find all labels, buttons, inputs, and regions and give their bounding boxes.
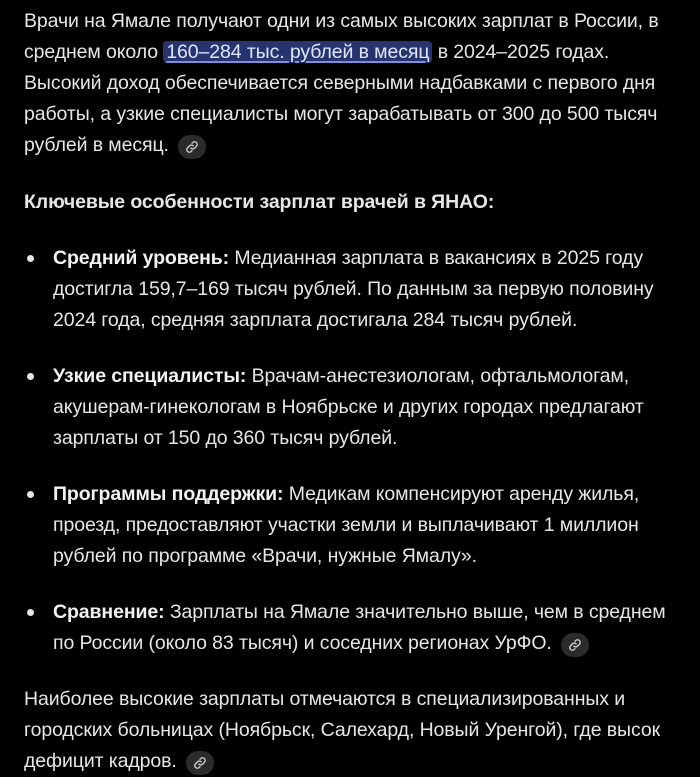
link-icon (568, 638, 582, 652)
list-item-text: Медикам компенсируют аренду жилья, проезд, предоставляют участки земли и выплачивают 1 миллион рублей по программе «Врачи, нужные Ямалу». (53, 483, 640, 567)
section-heading: Ключевые особенности зарплат врачей в ЯНАО: (24, 191, 495, 213)
list-item-label: Средний уровень: (53, 247, 230, 269)
intro-paragraph (24, 6, 684, 161)
list-item-text: Врачам-анестезиологам, офтальмологам, акушерам-гинекологам в Ноябрьске и других городах предлагают зарплаты от 150 до 360 тысяч рублей. (53, 365, 644, 449)
intro-text-before: Врачи на Ямале получают одни из самых высоких зарплат в России, в среднем около (24, 10, 659, 63)
list-item-label: Узкие специалисты: (53, 365, 247, 387)
intro-text-after: в 2024–2025 годах. Высокий доход обеспечивается северными надбавками с первого дня работы, а узкие специалисты могут зарабатывать от 300 до 500 тысяч рублей в месяц. (24, 41, 658, 156)
highlighted-salary-range[interactable]: 160–284 тыс. рублей в месяц (163, 41, 432, 63)
bullet-dot (27, 373, 34, 380)
features-list (24, 243, 684, 659)
link-icon (185, 140, 199, 154)
list-item-label: Сравнение: (53, 601, 165, 623)
source-link-button[interactable] (178, 135, 206, 159)
ai-answer (24, 6, 684, 777)
list-item (24, 597, 684, 659)
source-link-button[interactable] (561, 633, 589, 657)
source-link-button[interactable] (186, 751, 214, 775)
bullet-dot (27, 255, 34, 262)
bullet-dot (27, 609, 34, 616)
list-item (24, 243, 684, 336)
outro-paragraph (24, 684, 684, 777)
list-item-text: Зарплаты на Ямале значительно выше, чем в среднем по России (около 83 тысяч) и соседних регионах УрФО. (53, 601, 666, 654)
outro-text: Наиболее высокие зарплаты отмечаются в специализированных и городских больницах (Ноябрьск, Салехард, Новый Уренгой), где высок дефицит кадров. (24, 688, 661, 772)
bullet-dot (27, 491, 34, 498)
list-item (24, 361, 684, 454)
list-item-text: Медианная зарплата в вакансиях в 2025 году достигла 159,7–169 тысяч рублей. По данным за первую половину 2024 года, средняя зарплата достигала 284 тысяч рублей. (53, 247, 654, 331)
list-item-label: Программы поддержки: (53, 483, 284, 505)
link-icon (193, 756, 207, 770)
list-item (24, 479, 684, 572)
